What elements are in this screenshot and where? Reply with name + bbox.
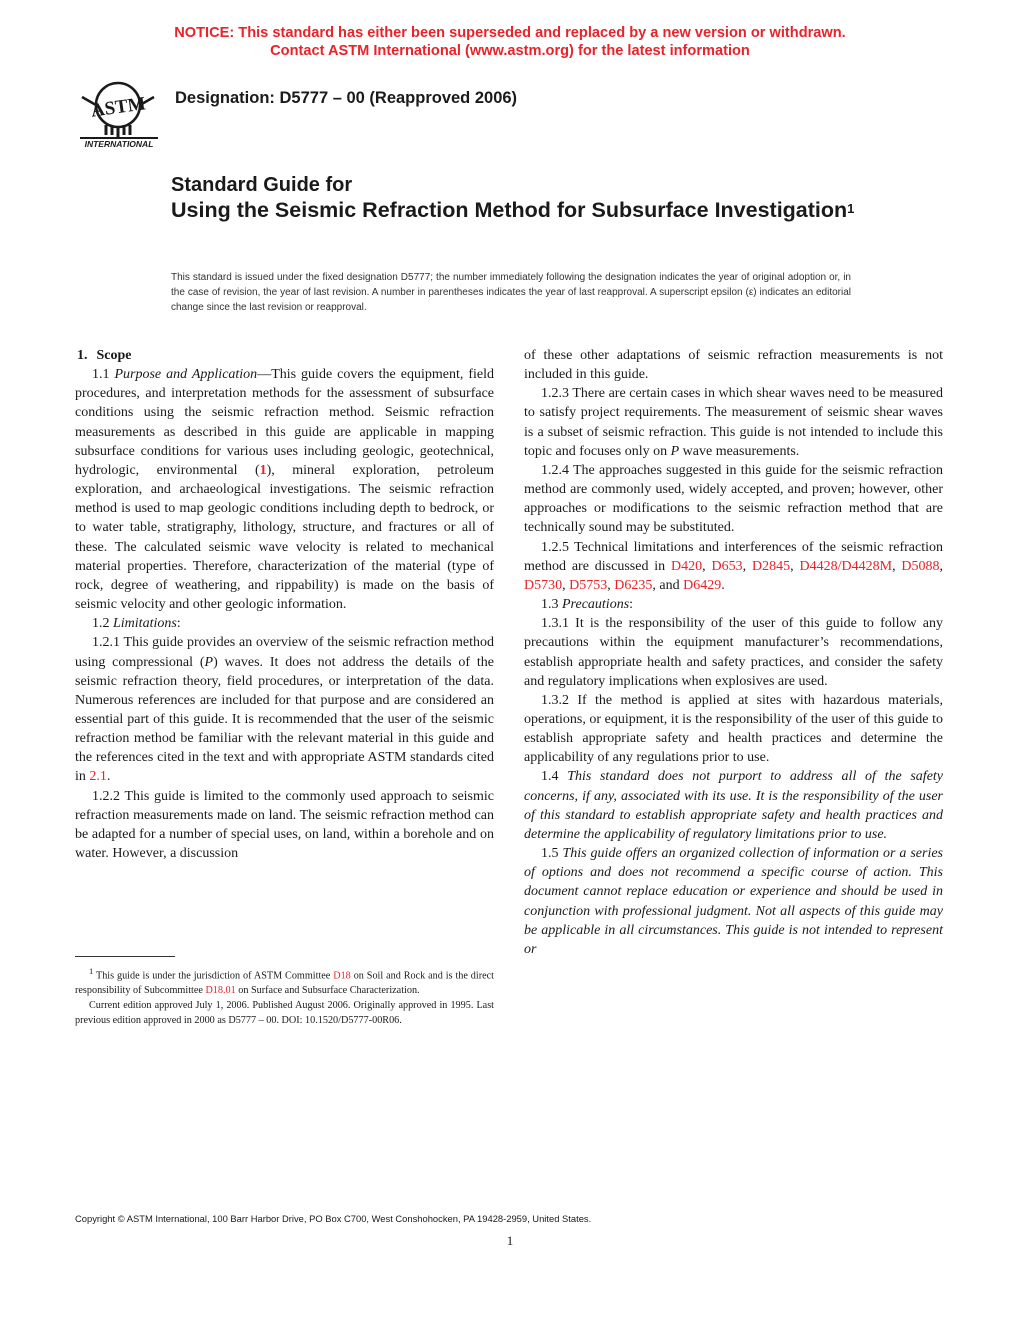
para-text: wave measurements. (679, 443, 800, 459)
para-num: 1.2.2 (92, 788, 120, 804)
ref-link-d5753[interactable]: D5753 (569, 577, 608, 593)
designation: Designation: D5777 – 00 (Reapproved 2006) (175, 89, 518, 107)
para-text: of these other adaptations of seismic refraction measurements is not included in this guide. (524, 348, 943, 383)
ref-link-d653[interactable]: D653 (711, 558, 743, 574)
para-text: The approaches suggested in this guide for the seismic refraction method are commonly used, widely accepted, and proven; however, other approaches or modifications to the seismic refraction method that are technically sound may be substituted. (524, 462, 944, 536)
para-1-2-2-start (75, 787, 494, 864)
para-text: There are certain cases in which shear waves need to be measured to satisfy project requirements. The measurement of seismic shear waves is a subset of seismic refraction. This guide is not intended to include this topic and focuses only on (524, 386, 943, 459)
para-suffix: : (176, 616, 181, 632)
para-text: . (106, 769, 111, 785)
ref-link-2-1[interactable]: 2.1 (89, 769, 107, 785)
para-text: This guide is limited to the commonly used approach to seismic refraction measurements made on land. The seismic refraction method can be adapted for a number of special uses, on land, within a borehole and on water. However, a discussion (75, 788, 495, 862)
para-1-5 (524, 844, 943, 959)
column-left (75, 346, 494, 863)
para-suffix: : (629, 597, 634, 613)
section-title: Scope (96, 348, 132, 363)
para-1-2 (75, 614, 494, 633)
para-label: Precautions (562, 597, 630, 613)
notice-line-1: NOTICE: This standard has either been superseded and replaced by a new version or withdrawn. (174, 25, 846, 41)
logo-text: ASTM (89, 93, 147, 122)
footnote-text: on Surface and Subsurface Characterization. (235, 985, 420, 997)
title-main-text: Using the Seismic Refraction Method for Subsurface Investigation (171, 198, 848, 222)
column-right (524, 346, 943, 959)
committee-link[interactable]: D18 (333, 970, 351, 982)
para-num: 1.3.2 (541, 692, 569, 708)
footnote-edition: Current edition approved July 1, 2006. Published August 2006. Originally approved in 1995. Last previous edition approved in 2000 as D5777 – 00. DOI: 10.1520/D5777-00R06. (75, 1000, 494, 1027)
para-1-2-1 (75, 633, 494, 786)
copyright: Copyright © ASTM International, 100 Barr Harbor Drive, PO Box C700, West Conshohocken, PA 19428-2959, United States. (75, 1213, 592, 1224)
para-1-2-3 (524, 384, 943, 461)
ref-link-1[interactable]: 1 (259, 462, 267, 478)
title-footnote-mark: 1 (847, 201, 855, 216)
para-1-1 (75, 365, 494, 614)
para-num: 1.2.1 (92, 635, 120, 651)
issued-note: This standard is issued under the fixed designation D5777; the number immediately following the designation indicates the year of original adoption or, in the case of revision, the year of last revision. A number in parentheses indicates the year of last reapproval. A superscript epsilon (ε) indicates an editorial change since the last revision or reapproval. (171, 272, 851, 313)
para-num: 1.2 (92, 616, 110, 632)
astm-logo (78, 75, 160, 149)
notice-line-2: Contact ASTM International (www.astm.org) for the latest information (270, 43, 750, 59)
title-prefix: Standard Guide for (171, 174, 353, 196)
para-num: 1.3.1 (541, 616, 569, 632)
ref-link-d2845[interactable]: D2845 (752, 558, 791, 574)
para-label: Limitations (113, 616, 177, 632)
para-text-italic: This standard does not purport to address all of the safety concerns, if any, associated with its use. It is the responsibility of the user of this standard to establish appropriate safety and health practices and determine the applicability of regulatory limitations prior to use. (524, 769, 944, 842)
para-num: 1.1 (92, 367, 110, 383)
para-1-4 (524, 767, 943, 844)
logo-subtext: INTERNATIONAL (84, 139, 154, 149)
para-text: This guide provides an overview of the seismic refraction method using compressional ( (75, 635, 495, 670)
italic-p: P (670, 443, 680, 459)
para-text: Technical limitations and interferences of the seismic refraction method are discussed in (524, 539, 943, 574)
para-num: 1.3 (541, 597, 559, 613)
para-1-2-2-cont (524, 346, 943, 384)
para-label: Purpose and Application (114, 367, 258, 383)
footnote-mark: 1 (89, 966, 94, 976)
footnotes (75, 964, 494, 1028)
title-main (171, 198, 891, 223)
ref-links: D420, D653, D2845, D4428/D4428M, D5088, D5730, D5753, D6235, and D6429. (524, 558, 944, 593)
ref-link-d6235[interactable]: D6235 (614, 577, 653, 593)
ref-link-d6429[interactable]: D6429 (683, 577, 722, 593)
para-1-2-5 (524, 538, 943, 595)
para-text: ), mineral exploration, petroleum exploration, and archaeological investigations. The seismic refraction method is used to map geologic conditions including depth to bedrock, or to water table, stratigraphy, lithology, structure, and fractures or all of these. The calculated seismic wave velocity is related to mechanical material properties. Therefore, characterization of the material (type of rock, degree of weathering, and rippability) is made on the basis of seismic velocity and other geologic information. (75, 462, 494, 613)
section-number: 1. (77, 348, 88, 363)
document-title (171, 173, 891, 223)
footnote-text: This guide is under the jurisdiction of ASTM Committee (93, 970, 334, 982)
para-text-italic: This guide offers an organized collection of information or a series of options and does not recommend a specific course of action. This document cannot replace education or experience and should be used in conjunction with professional judgment. Not all aspects of this guide may be applicable in all circumstances. This guide is not intended to represent or (524, 846, 944, 957)
footnote-rule (75, 956, 175, 957)
para-num: 1.2.3 (541, 386, 569, 402)
footnote-1 (75, 964, 494, 998)
ref-link-d420[interactable]: D420 (671, 558, 703, 574)
para-num: 1.2.5 (541, 539, 569, 555)
subcommittee-link[interactable]: D18.01 (205, 985, 236, 997)
ref-link-d5088[interactable]: D5088 (901, 558, 940, 574)
footnote-text: on Soil and Rock and is the direct responsibility of Subcommittee (75, 970, 495, 997)
para-text: If the method is applied at sites with hazardous materials, operations, or equipment, it is the responsibility of the user of this guide to establish appropriate safety and health practices and determine the applicability of any regulations prior to use. (524, 692, 943, 766)
ref-link-d5730[interactable]: D5730 (524, 577, 563, 593)
withdrawal-notice (0, 24, 1020, 60)
para-1-2-4 (524, 461, 943, 538)
para-text: ) waves. It does not address the details of the seismic refraction theory, field procedures, or interpretation of the data. Numerous references are included for that purpose and are considered an essential part of this guide. It is recommended that the user of the seismic refraction method be familiar with the relevant material in this guide and the references cited in the text and with appropriate ASTM standards cited in (75, 654, 495, 785)
ref-link-d4428-d4428m[interactable]: D4428/D4428M (799, 558, 893, 574)
para-num: 1.5 (541, 846, 559, 862)
para-text: It is the responsibility of the user of this guide to follow any precautions within the equipment manufacturer’s recommendations, establish appropriate health and safety practices, and consider the safety and regulatory implications when explosives are used. (524, 616, 944, 689)
para-1-3 (524, 595, 943, 614)
section-heading (75, 346, 494, 365)
para-text: —This guide covers the equipment, field procedures, and interpretation methods for the assessment of subsurface conditions using the seismic refraction method. Seismic refraction measurements as described in this guide are applicable in mapping subsurface conditions for various uses including geologic, geotechnical, hydrologic, environmental ( (75, 367, 494, 478)
italic-p: P (204, 654, 214, 670)
page-number: 1 (506, 1233, 514, 1248)
para-1-3-2 (524, 691, 943, 768)
para-1-3-1 (524, 614, 943, 691)
para-num: 1.4 (541, 769, 559, 785)
para-num: 1.2.4 (541, 462, 569, 478)
